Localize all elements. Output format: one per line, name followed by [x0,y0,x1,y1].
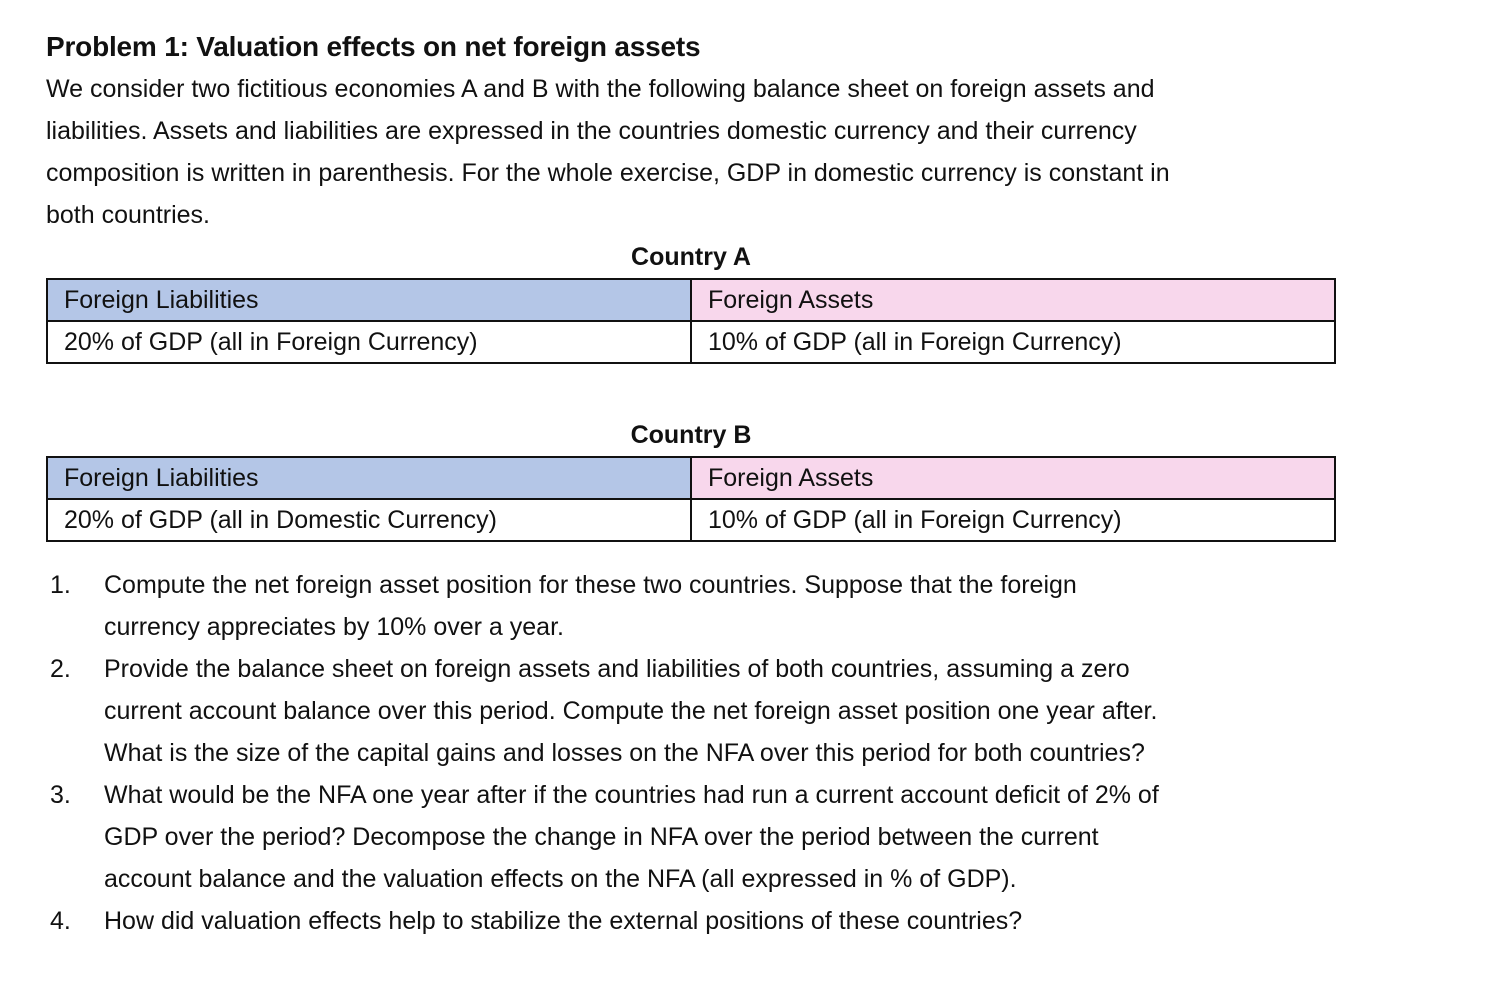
question-line: What would be the NFA one year after if the countries had run a current account deficit of 2% of [104,781,1159,809]
question-line: currency appreciates by 10% over a year. [104,613,564,641]
question-item [50,648,1340,774]
question-number: 3. [50,781,71,809]
table-row [47,457,1335,499]
question-number: 1. [50,571,71,599]
question-line: GDP over the period? Decompose the change in NFA over the period between the current [104,823,1099,851]
assets-header: Foreign Assets [691,457,1335,499]
intro-line: composition is written in parenthesis. For the whole exercise, GDP in domestic currency is constant in [46,159,1170,187]
question-item [50,900,1340,942]
intro-line: We consider two fictitious economies A and B with the following balance sheet on foreign assets and [46,75,1155,103]
intro-line: liabilities. Assets and liabilities are expressed in the countries domestic currency and their currency [46,117,1137,145]
assets-value: 10% of GDP (all in Foreign Currency) [691,499,1335,541]
liabilities-value: 20% of GDP (all in Foreign Currency) [47,321,691,363]
question-line: current account balance over this period. Compute the net foreign asset position one year after. [104,697,1158,725]
liabilities-header: Foreign Liabilities [47,279,691,321]
country-b-balance-sheet [46,456,1336,542]
document-page [46,26,1346,542]
question-number: 2. [50,655,71,683]
table-row [47,321,1335,363]
liabilities-header: Foreign Liabilities [47,457,691,499]
assets-header: Foreign Assets [691,279,1335,321]
question-line: How did valuation effects help to stabilize the external positions of these countries? [104,907,1023,935]
country-b-caption: Country B [630,421,752,449]
country-a-caption: Country A [631,243,751,271]
problem-intro [46,68,1346,236]
question-line: Provide the balance sheet on foreign assets and liabilities of both countries, assuming a zero [104,655,1130,683]
question-line: What is the size of the capital gains and losses on the NFA over this period for both countries? [104,739,1145,767]
question-number: 4. [50,907,71,935]
question-item [50,564,1340,648]
question-item [50,774,1340,900]
problem-title: Problem 1: Valuation effects on net foreign assets [46,31,701,62]
liabilities-value: 20% of GDP (all in Domestic Currency) [47,499,691,541]
question-line: account balance and the valuation effects on the NFA (all expressed in % of GDP). [104,865,1017,893]
spacer [46,364,1346,414]
country-a-balance-sheet [46,278,1336,364]
table-row [47,499,1335,541]
question-line: Compute the net foreign asset position for these two countries. Suppose that the foreign [104,571,1077,599]
intro-line: both countries. [46,201,210,229]
question-list [50,564,1340,942]
assets-value: 10% of GDP (all in Foreign Currency) [691,321,1335,363]
table-row [47,279,1335,321]
